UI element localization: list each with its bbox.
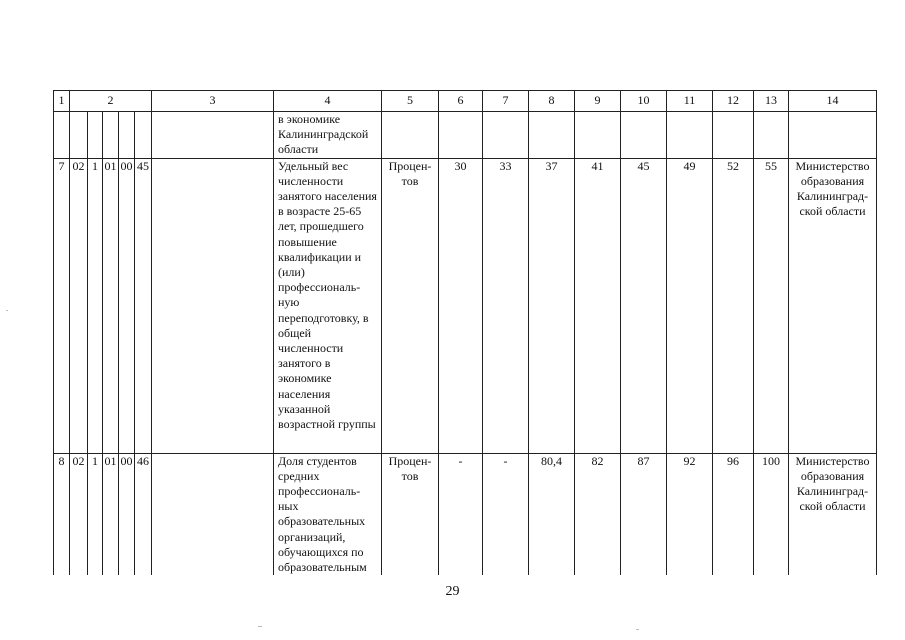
col-3-cell (152, 453, 274, 575)
scan-speck (6, 310, 8, 311)
value-col-8: 37 (529, 158, 575, 453)
value-col-7: - (483, 453, 529, 575)
code-part: 01 (103, 453, 119, 575)
code-part: 1 (88, 158, 103, 453)
scan-speck (636, 629, 639, 630)
value-col-11: 92 (667, 453, 713, 575)
value-col-11: 49 (667, 158, 713, 453)
continuation-row (54, 112, 877, 159)
value-col-9: 82 (575, 453, 621, 575)
responsible-org: Министерство образования Калининград-ской области (789, 453, 877, 575)
header-row (54, 91, 877, 112)
code-part: 46 (135, 453, 152, 575)
row-number: 8 (54, 453, 70, 575)
header-col-7: 7 (483, 91, 529, 112)
header-col-5: 5 (382, 91, 439, 112)
header-col-3: 3 (152, 91, 274, 112)
code-part: 00 (119, 158, 135, 453)
value-col-10: 45 (621, 158, 667, 453)
code-part: 02 (70, 158, 88, 453)
header-col-12: 12 (713, 91, 754, 112)
responsible-org: Министерство образования Калининград-ской области (789, 158, 877, 453)
value-col-8: 80,4 (529, 453, 575, 575)
cell (575, 112, 621, 159)
page-number: 29 (445, 584, 460, 599)
code-part: 45 (135, 158, 152, 453)
value-col-10: 87 (621, 453, 667, 575)
code-part: 01 (103, 158, 119, 453)
value-col-13: 55 (754, 158, 789, 453)
cell (88, 112, 103, 159)
cell (621, 112, 667, 159)
cell (135, 112, 152, 159)
header-col-2: 2 (70, 91, 152, 112)
cell (483, 112, 529, 159)
value-col-12: 52 (713, 158, 754, 453)
cell (382, 112, 439, 159)
indicators-table (53, 90, 877, 575)
header-col-10: 10 (621, 91, 667, 112)
cell (439, 112, 483, 159)
continuation-name: в экономике Калининградской области (274, 112, 382, 159)
cell (152, 112, 274, 159)
code-part: 1 (88, 453, 103, 575)
header-col-1: 1 (54, 91, 70, 112)
header-col-6: 6 (439, 91, 483, 112)
indicator-name: Удельный вес численности занятого населения в возрасте 25-65 лет, прошедшего повышение квалификации и (или) профессиональ-ную переподготовку, в общей численности занятого в экономике населения указанной возрастной группы (274, 158, 382, 453)
cell (529, 112, 575, 159)
unit-cell: Процен-тов (382, 158, 439, 453)
header-col-14: 14 (789, 91, 877, 112)
row-number: 7 (54, 158, 70, 453)
cell (70, 112, 88, 159)
value-col-12: 96 (713, 453, 754, 575)
code-part: 00 (119, 453, 135, 575)
header-col-4: 4 (274, 91, 382, 112)
scan-speck (258, 626, 262, 627)
col-3-cell (152, 158, 274, 453)
indicator-name: Доля студентов средних профессиональ-ных образовательных организаций, обучающихся по образовательным (274, 453, 382, 575)
value-col-6: - (439, 453, 483, 575)
table-row (54, 453, 877, 575)
value-col-13: 100 (754, 453, 789, 575)
code-part: 02 (70, 453, 88, 575)
unit-cell: Процен-тов (382, 453, 439, 575)
header-col-8: 8 (529, 91, 575, 112)
cell (713, 112, 754, 159)
header-col-11: 11 (667, 91, 713, 112)
cell (119, 112, 135, 159)
value-col-7: 33 (483, 158, 529, 453)
header-col-13: 13 (754, 91, 789, 112)
cell (103, 112, 119, 159)
table-row (54, 158, 877, 453)
cell (54, 112, 70, 159)
value-col-6: 30 (439, 158, 483, 453)
header-col-9: 9 (575, 91, 621, 112)
value-col-9: 41 (575, 158, 621, 453)
cell (754, 112, 789, 159)
cell (789, 112, 877, 159)
cell (667, 112, 713, 159)
